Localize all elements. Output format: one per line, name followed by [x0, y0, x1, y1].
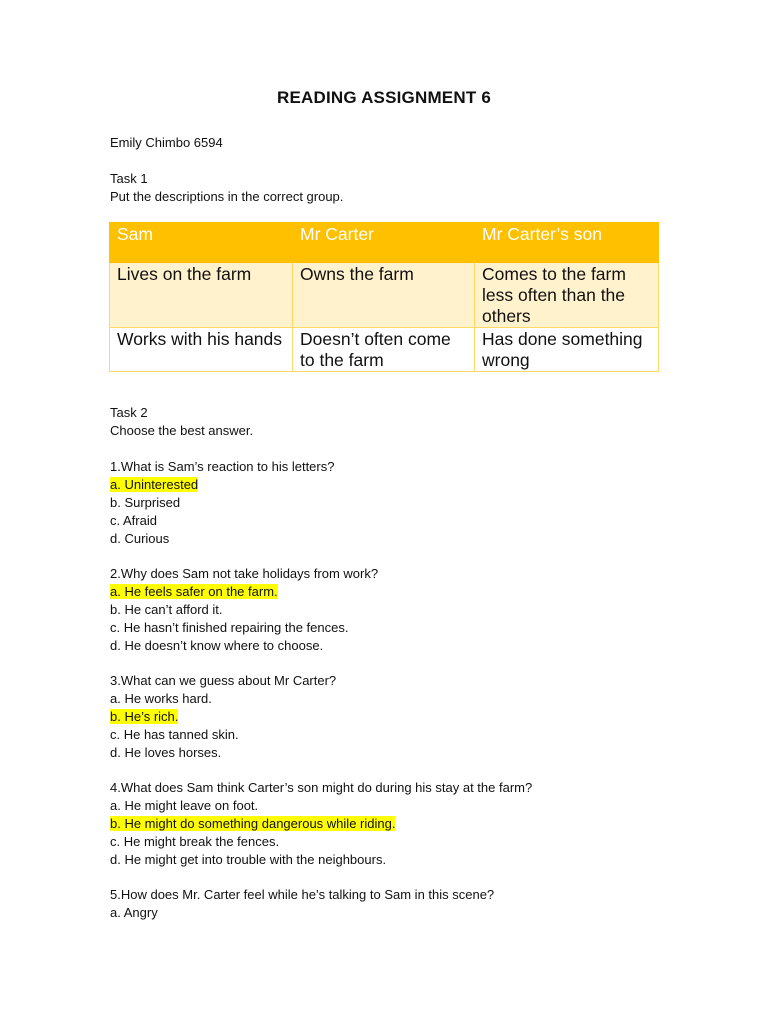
table-cell: Works with his hands — [110, 328, 293, 372]
selected-answer-highlight: a. He feels safer on the farm. — [110, 584, 278, 599]
task1-heading: Task 1 — [110, 171, 148, 186]
question-1: 1.What is Sam’s reaction to his letters? — [110, 459, 335, 474]
q3-option-d: d. He loves horses. — [110, 745, 222, 760]
q4-option-a: a. He might leave on foot. — [110, 798, 259, 813]
question-4: 4.What does Sam think Carter’s son might do during his stay at the farm? — [110, 780, 533, 795]
table-cell: Lives on the farm — [110, 263, 293, 328]
table-header-row — [110, 223, 659, 263]
q1-option-c: c. Afraid — [110, 513, 157, 528]
table-cell: Owns the farm — [293, 263, 475, 328]
question-3: 3.What can we guess about Mr Carter? — [110, 673, 337, 688]
q3-option-c: c. He has tanned skin. — [110, 727, 239, 742]
task2-instruction: Choose the best answer. — [110, 423, 254, 438]
groups-table — [109, 222, 659, 372]
q4-option-d: d. He might get into trouble with the neighbours. — [110, 852, 387, 867]
table-cell: Has done something wrong — [475, 328, 659, 372]
q1-option-b: b. Surprised — [110, 495, 181, 510]
student-name: Emily Chimbo 6594 — [110, 135, 223, 150]
question-2: 2.Why does Sam not take holidays from work? — [110, 566, 379, 581]
q2-option-c: c. He hasn’t finished repairing the fences. — [110, 620, 349, 635]
selected-answer-highlight: b. He’s rich. — [110, 709, 179, 724]
q2-option-d: d. He doesn’t know where to choose. — [110, 638, 324, 653]
table-cell: Comes to the farm less often than the others — [475, 263, 659, 328]
selected-answer-highlight: a. Uninterested — [110, 477, 199, 492]
table-row — [110, 263, 659, 328]
header-sam: Sam — [110, 223, 293, 263]
document-title: READING ASSIGNMENT 6 — [276, 88, 491, 107]
q3-option-a: a. He works hard. — [110, 691, 212, 706]
table-row — [110, 328, 659, 372]
q3-option-b — [110, 708, 178, 726]
q1-option-d: d. Curious — [110, 531, 170, 546]
q2-option-b: b. He can’t afford it. — [110, 602, 223, 617]
q4-option-c: c. He might break the fences. — [110, 834, 280, 849]
task1-instruction: Put the descriptions in the correct group. — [110, 189, 344, 204]
task2-heading: Task 2 — [110, 405, 148, 420]
header-mr-carter: Mr Carter — [293, 223, 475, 263]
question-5: 5.How does Mr. Carter feel while he’s talking to Sam in this scene? — [110, 887, 495, 902]
q5-option-a: a. Angry — [110, 905, 158, 920]
q4-option-b — [110, 815, 395, 833]
header-mr-carters-son: Mr Carter’s son — [475, 223, 659, 263]
q2-option-a — [110, 583, 278, 601]
table-cell: Doesn’t often come to the farm — [293, 328, 475, 372]
q1-option-a — [110, 476, 198, 494]
selected-answer-highlight: b. He might do something dangerous while riding. — [110, 816, 396, 831]
